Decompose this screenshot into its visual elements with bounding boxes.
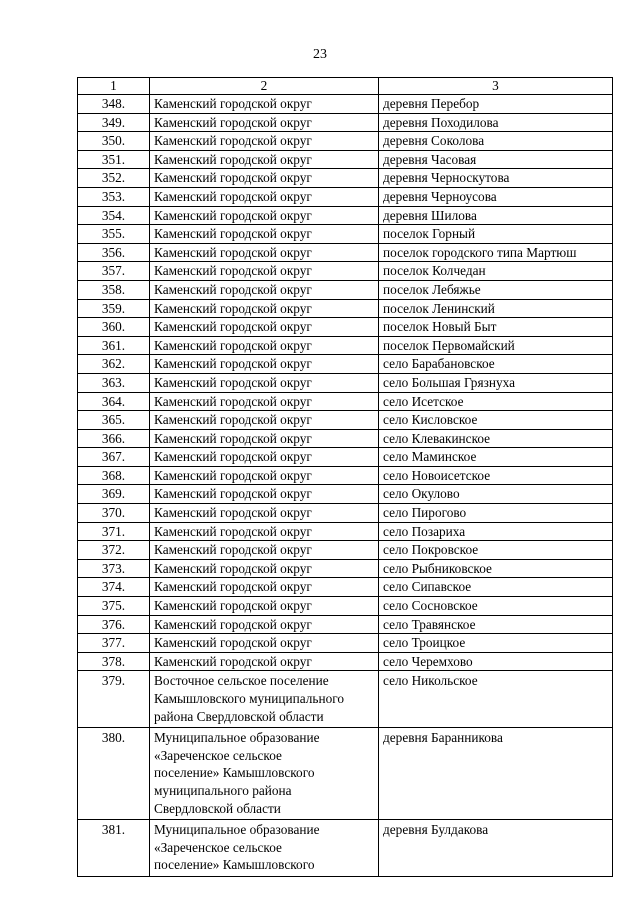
municipality-cell: Каменский городской округ bbox=[150, 262, 379, 281]
table-row bbox=[78, 429, 613, 448]
municipality-line: «Зареченское сельское bbox=[154, 747, 282, 763]
table-row bbox=[78, 448, 613, 467]
settlement-cell: село Никольское bbox=[379, 671, 613, 728]
table-row bbox=[78, 262, 613, 281]
municipality-cell: Каменский городской округ bbox=[150, 113, 379, 132]
row-number: 351. bbox=[78, 150, 150, 169]
municipality-cell bbox=[150, 728, 379, 820]
settlement-cell: деревня Булдакова bbox=[379, 820, 613, 877]
settlement-cell: село Новоисетское bbox=[379, 466, 613, 485]
municipality-line: поселение» Камышловского bbox=[154, 765, 315, 781]
municipality-cell: Каменский городской округ bbox=[150, 95, 379, 114]
table-row bbox=[78, 95, 613, 114]
municipality-cell: Каменский городской округ bbox=[150, 597, 379, 616]
settlement-cell: деревня Перебор bbox=[379, 95, 613, 114]
table-row bbox=[78, 132, 613, 151]
table-row bbox=[78, 485, 613, 504]
municipality-cell: Каменский городской округ bbox=[150, 355, 379, 374]
row-number: 360. bbox=[78, 318, 150, 337]
municipality-cell: Каменский городской округ bbox=[150, 150, 379, 169]
row-number: 368. bbox=[78, 466, 150, 485]
table-row bbox=[78, 355, 613, 374]
municipality-cell: Каменский городской округ bbox=[150, 485, 379, 504]
municipality-cell bbox=[150, 820, 379, 877]
row-number: 374. bbox=[78, 578, 150, 597]
municipality-cell: Каменский городской округ bbox=[150, 187, 379, 206]
municipality-cell: Каменский городской округ bbox=[150, 615, 379, 634]
municipality-cell: Каменский городской округ bbox=[150, 504, 379, 523]
municipality-cell: Каменский городской округ bbox=[150, 522, 379, 541]
municipality-cell: Каменский городской округ bbox=[150, 578, 379, 597]
municipality-cell: Каменский городской округ bbox=[150, 392, 379, 411]
municipality-cell bbox=[150, 671, 379, 728]
municipality-cell: Каменский городской округ bbox=[150, 243, 379, 262]
row-number: 366. bbox=[78, 429, 150, 448]
table-row bbox=[78, 392, 613, 411]
municipality-cell: Каменский городской округ bbox=[150, 225, 379, 244]
settlement-cell: поселок Колчедан bbox=[379, 262, 613, 281]
settlement-cell: поселок Первомайский bbox=[379, 336, 613, 355]
settlement-cell: село Сипавское bbox=[379, 578, 613, 597]
row-number: 377. bbox=[78, 634, 150, 653]
settlements-table bbox=[77, 77, 613, 877]
settlement-cell: деревня Часовая bbox=[379, 150, 613, 169]
settlement-cell: деревня Черноусова bbox=[379, 187, 613, 206]
table-row bbox=[78, 373, 613, 392]
municipality-cell: Каменский городской округ bbox=[150, 466, 379, 485]
municipality-line: поселение» Камышловского bbox=[154, 857, 315, 873]
municipality-cell: Каменский городской округ bbox=[150, 280, 379, 299]
settlement-cell: село Пирогово bbox=[379, 504, 613, 523]
table-row bbox=[78, 504, 613, 523]
table-row bbox=[78, 150, 613, 169]
settlement-cell: село Позариха bbox=[379, 522, 613, 541]
row-number: 371. bbox=[78, 522, 150, 541]
row-number: 369. bbox=[78, 485, 150, 504]
settlement-cell: поселок Лебяжье bbox=[379, 280, 613, 299]
row-number: 359. bbox=[78, 299, 150, 318]
table-row bbox=[78, 318, 613, 337]
municipality-cell: Каменский городской округ bbox=[150, 299, 379, 318]
municipality-cell: Каменский городской округ bbox=[150, 373, 379, 392]
row-number: 378. bbox=[78, 652, 150, 671]
settlement-cell: поселок Ленинский bbox=[379, 299, 613, 318]
settlement-cell: село Черемхово bbox=[379, 652, 613, 671]
row-number: 376. bbox=[78, 615, 150, 634]
row-number: 372. bbox=[78, 541, 150, 560]
row-number: 350. bbox=[78, 132, 150, 151]
municipality-line: Восточное сельское поселение bbox=[154, 673, 329, 689]
row-number: 353. bbox=[78, 187, 150, 206]
municipality-cell: Каменский городской округ bbox=[150, 336, 379, 355]
settlement-cell: деревня Походилова bbox=[379, 113, 613, 132]
row-number: 381. bbox=[78, 820, 150, 877]
column-header: 1 bbox=[78, 78, 150, 95]
row-number: 365. bbox=[78, 411, 150, 430]
table-row bbox=[78, 634, 613, 653]
table-row bbox=[78, 411, 613, 430]
settlement-cell: деревня Шилова bbox=[379, 206, 613, 225]
row-number: 367. bbox=[78, 448, 150, 467]
settlement-cell: поселок Новый Быт bbox=[379, 318, 613, 337]
settlement-cell: деревня Баранникова bbox=[379, 728, 613, 820]
table-body bbox=[78, 95, 613, 877]
row-number: 373. bbox=[78, 559, 150, 578]
municipality-line: Свердловской области bbox=[154, 800, 281, 816]
municipality-cell: Каменский городской округ bbox=[150, 634, 379, 653]
table-header-row bbox=[78, 78, 613, 95]
settlement-cell: село Кисловское bbox=[379, 411, 613, 430]
table-row bbox=[78, 597, 613, 616]
municipality-cell: Каменский городской округ bbox=[150, 429, 379, 448]
table-row bbox=[78, 243, 613, 262]
table-row bbox=[78, 225, 613, 244]
table-row bbox=[78, 559, 613, 578]
settlement-cell: село Травянское bbox=[379, 615, 613, 634]
settlement-cell: деревня Соколова bbox=[379, 132, 613, 151]
table-row bbox=[78, 522, 613, 541]
table-row bbox=[78, 541, 613, 560]
row-number: 352. bbox=[78, 169, 150, 188]
table-row bbox=[78, 728, 613, 820]
row-number: 354. bbox=[78, 206, 150, 225]
settlement-cell: село Сосновское bbox=[379, 597, 613, 616]
row-number: 349. bbox=[78, 113, 150, 132]
municipality-line: района Свердловской области bbox=[154, 708, 324, 724]
municipality-cell: Каменский городской округ bbox=[150, 448, 379, 467]
settlement-cell: село Покровское bbox=[379, 541, 613, 560]
row-number: 348. bbox=[78, 95, 150, 114]
table-row bbox=[78, 615, 613, 634]
settlement-cell: село Клевакинское bbox=[379, 429, 613, 448]
municipality-cell: Каменский городской округ bbox=[150, 652, 379, 671]
row-number: 380. bbox=[78, 728, 150, 820]
municipality-line: Муниципальное образование bbox=[154, 730, 320, 746]
table-row bbox=[78, 280, 613, 299]
municipality-line: «Зареченское сельское bbox=[154, 839, 282, 855]
page-number: 23 bbox=[313, 47, 327, 62]
municipality-cell: Каменский городской округ bbox=[150, 318, 379, 337]
municipality-cell: Каменский городской округ bbox=[150, 541, 379, 560]
column-header: 3 bbox=[379, 78, 613, 95]
table-row bbox=[78, 299, 613, 318]
row-number: 363. bbox=[78, 373, 150, 392]
settlement-cell: поселок городского типа Мартюш bbox=[379, 243, 613, 262]
settlement-cell: село Барабановское bbox=[379, 355, 613, 374]
row-number: 356. bbox=[78, 243, 150, 262]
municipality-cell: Каменский городской округ bbox=[150, 411, 379, 430]
municipality-cell: Каменский городской округ bbox=[150, 132, 379, 151]
table-row bbox=[78, 578, 613, 597]
municipality-line: муниципального района bbox=[154, 782, 292, 798]
row-number: 370. bbox=[78, 504, 150, 523]
row-number: 375. bbox=[78, 597, 150, 616]
settlement-cell: деревня Черноскутова bbox=[379, 169, 613, 188]
row-number: 357. bbox=[78, 262, 150, 281]
row-number: 361. bbox=[78, 336, 150, 355]
column-header: 2 bbox=[150, 78, 379, 95]
municipality-cell: Каменский городской округ bbox=[150, 559, 379, 578]
municipality-cell: Каменский городской округ bbox=[150, 206, 379, 225]
table-row bbox=[78, 466, 613, 485]
municipality-line: Муниципальное образование bbox=[154, 822, 320, 838]
table-row bbox=[78, 169, 613, 188]
row-number: 358. bbox=[78, 280, 150, 299]
row-number: 379. bbox=[78, 671, 150, 728]
table-row bbox=[78, 113, 613, 132]
row-number: 362. bbox=[78, 355, 150, 374]
settlement-cell: село Исетское bbox=[379, 392, 613, 411]
table-row bbox=[78, 652, 613, 671]
table-row bbox=[78, 671, 613, 728]
settlement-cell: село Большая Грязнуха bbox=[379, 373, 613, 392]
table-row bbox=[78, 206, 613, 225]
settlement-cell: село Троицкое bbox=[379, 634, 613, 653]
settlement-cell: село Рыбниковское bbox=[379, 559, 613, 578]
table-row bbox=[78, 187, 613, 206]
municipality-cell: Каменский городской округ bbox=[150, 169, 379, 188]
settlement-cell: село Окулово bbox=[379, 485, 613, 504]
table-row bbox=[78, 820, 613, 877]
row-number: 355. bbox=[78, 225, 150, 244]
settlement-cell: село Маминское bbox=[379, 448, 613, 467]
settlement-cell: поселок Горный bbox=[379, 225, 613, 244]
municipality-line: Камышловского муниципального bbox=[154, 691, 344, 706]
row-number: 364. bbox=[78, 392, 150, 411]
table-row bbox=[78, 336, 613, 355]
